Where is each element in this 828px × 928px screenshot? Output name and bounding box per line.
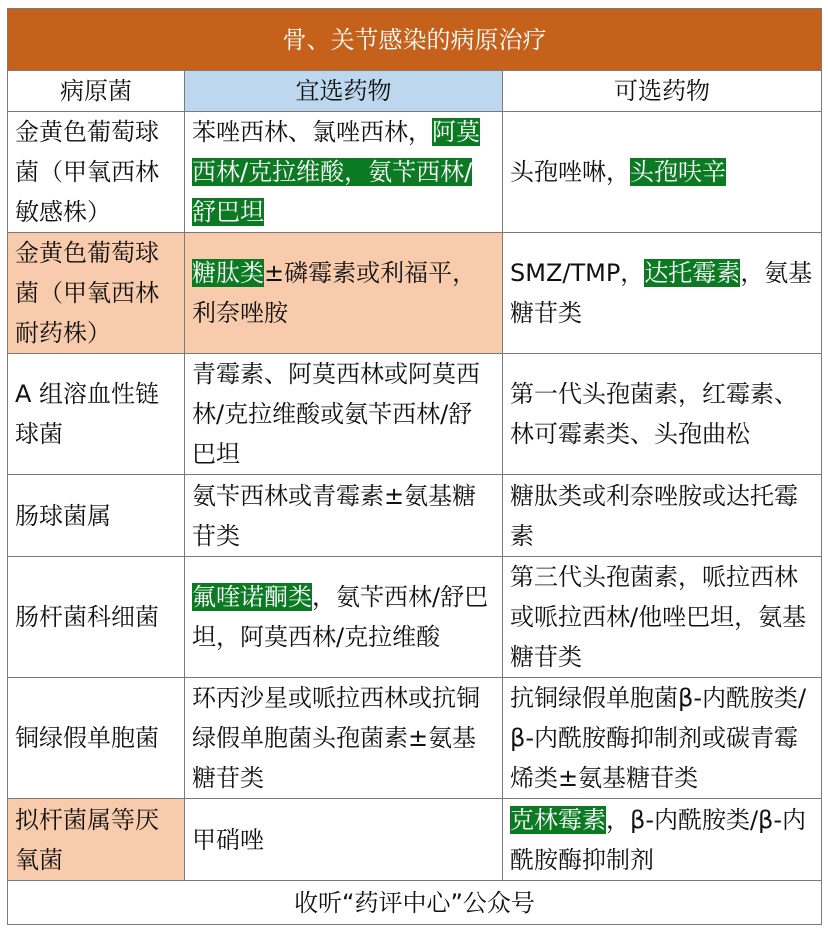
alternative-drugs-cell xyxy=(503,799,822,881)
alternative-drugs-cell: 第三代头孢菌素，哌拉西林或哌拉西林/他唑巴坦，氨基糖苷类 xyxy=(503,557,822,678)
preferred-drugs-cell: 氨苄西林或青霉素±氨基糖苷类 xyxy=(185,475,503,557)
alternative-drugs-cell: 抗铜绿假单胞菌β-内酰胺类/β-内酰胺酶抑制剂或碳青霉烯类±氨基糖苷类 xyxy=(503,678,822,799)
drug-text: 头孢唑啉， xyxy=(510,158,630,186)
footer-note: 收听“药评中心”公众号 xyxy=(8,881,822,925)
alternative-drugs-cell: 第一代头孢菌素，红霉素、林可霉素类、头孢曲松 xyxy=(503,354,822,475)
header-alternative: 可选药物 xyxy=(503,71,822,112)
preferred-drugs-cell xyxy=(185,557,503,678)
header-pathogen: 病原菌 xyxy=(8,71,185,112)
table-row xyxy=(8,475,822,557)
highlighted-drug: 氟喹诺酮类 xyxy=(192,583,312,611)
table-row xyxy=(8,233,822,354)
pathogen-treatment-table xyxy=(7,8,822,925)
header-preferred: 宜选药物 xyxy=(185,71,503,112)
title-row xyxy=(8,9,822,71)
preferred-drugs-cell xyxy=(185,233,503,354)
pathogen-cell: 铜绿假单胞菌 xyxy=(8,678,185,799)
preferred-drugs-cell: 环丙沙星或哌拉西林或抗铜绿假单胞菌头孢菌素±氨基糖苷类 xyxy=(185,678,503,799)
table-row xyxy=(8,354,822,475)
pathogen-cell: 拟杆菌属等厌氧菌 xyxy=(8,799,185,881)
pathogen-cell: 肠球菌属 xyxy=(8,475,185,557)
drug-text: ±磷霉素或利福平，利奈唑胺 xyxy=(192,259,477,327)
drug-text: ，氨苄西林/舒巴坦，阿莫西林/克拉维酸 xyxy=(192,583,489,651)
pathogen-cell: 金黄色葡萄球菌（甲氧西林敏感株） xyxy=(8,112,185,233)
preferred-drugs-cell: 甲硝唑 xyxy=(185,799,503,881)
drug-text: ，氨基糖苷类 xyxy=(510,259,813,327)
pathogen-cell: 金黄色葡萄球菌（甲氧西林耐药株） xyxy=(8,233,185,354)
footer-row xyxy=(8,881,822,925)
alternative-drugs-cell xyxy=(503,233,822,354)
alternative-drugs-cell xyxy=(503,112,822,233)
pathogen-cell: A 组溶血性链球菌 xyxy=(8,354,185,475)
preferred-drugs-cell xyxy=(185,112,503,233)
drug-text: ，β-内酰胺类/β-内酰胺酶抑制剂 xyxy=(510,805,807,874)
table-row xyxy=(8,678,822,799)
highlighted-drug: 达托霉素 xyxy=(644,259,741,287)
header-row xyxy=(8,71,822,112)
highlighted-drug: 阿莫西林/克拉维酸，氨苄西林/舒巴坦 xyxy=(192,118,480,226)
table-row xyxy=(8,799,822,881)
table-title: 骨、关节感染的病原治疗 xyxy=(8,9,822,71)
highlighted-drug: 克林霉素 xyxy=(510,805,606,834)
pathogen-cell: 肠杆菌科细菌 xyxy=(8,557,185,678)
table-row xyxy=(8,557,822,678)
highlighted-drug: 头孢呋辛 xyxy=(630,158,726,186)
highlighted-drug: 糖肽类 xyxy=(192,259,264,287)
drug-text: 苯唑西林、氯唑西林， xyxy=(192,118,432,146)
table-row xyxy=(8,112,822,233)
alternative-drugs-cell: 糖肽类或利奈唑胺或达托霉素 xyxy=(503,475,822,557)
drug-text: SMZ/TMP， xyxy=(510,259,645,287)
preferred-drugs-cell: 青霉素、阿莫西林或阿莫西林/克拉维酸或氨苄西林/舒巴坦 xyxy=(185,354,503,475)
